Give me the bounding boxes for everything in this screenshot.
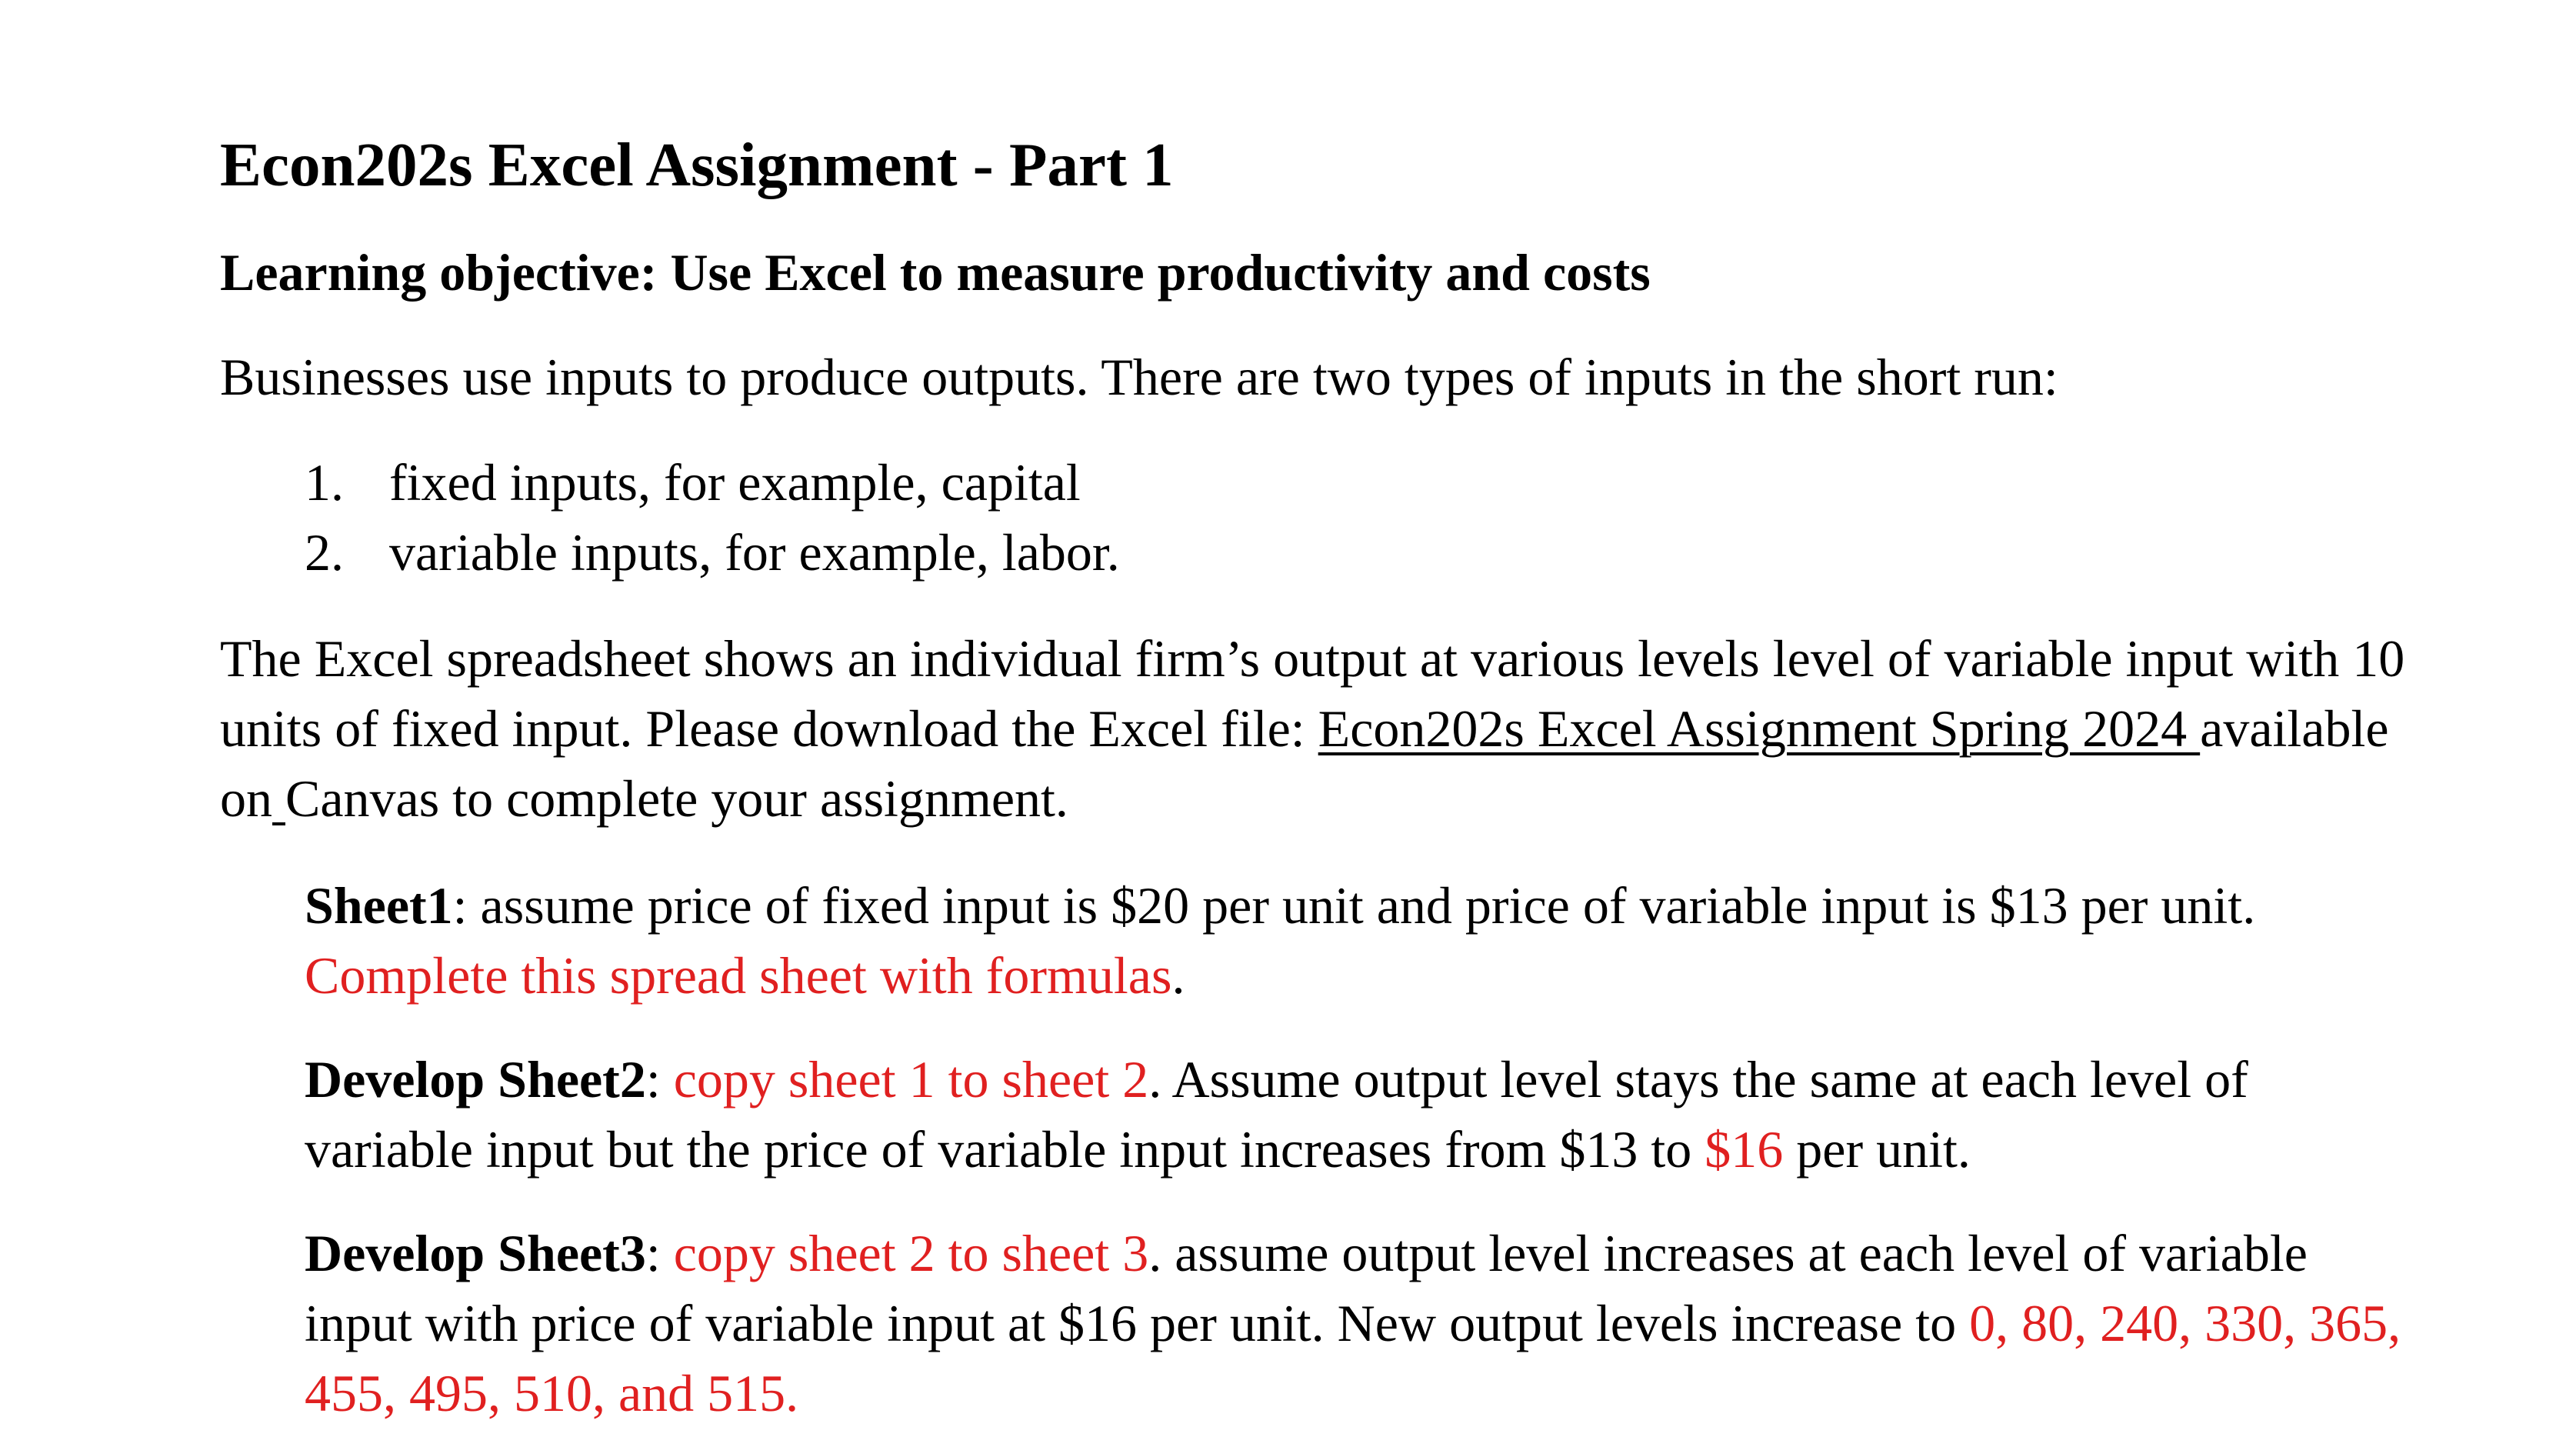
- sheet2-label: Develop Sheet2: [305, 1050, 646, 1109]
- description-text: available on: [220, 699, 2389, 829]
- sheet1-end: .: [1171, 946, 1185, 1005]
- learning-objective: Learning objective: Use Excel to measure productivity and costs: [220, 243, 1651, 302]
- sheet3-text: . assume output level increases at each level of variable input with price of variable input at $16 per unit. New output levels increase to: [305, 1224, 2308, 1353]
- sheet2-price-highlight: $16: [1705, 1120, 1784, 1179]
- list-text: fixed inputs, for example, capital: [389, 453, 1081, 512]
- sheet2-instruction: [220, 1045, 2420, 1185]
- inputs-list: [220, 448, 2420, 588]
- description-text: The Excel spreadsheet shows an individual firm’s output at various levels level of variable input with 10 units of fixed input. Please download the Excel file:: [220, 629, 2405, 759]
- sheet1-text: : assume price of fixed input is $20 per unit and price of variable input is $13 per unit.: [452, 876, 2256, 935]
- list-item: [220, 448, 2420, 518]
- description-paragraph: [220, 624, 2420, 834]
- list-item: [220, 518, 2420, 588]
- sheet3-label: Develop Sheet3: [305, 1224, 646, 1283]
- sheet2-end: per unit.: [1783, 1120, 1971, 1179]
- sheet3-output-levels: 0, 80, 240, 330, 365, 455, 495, 510, and 515.: [305, 1294, 2401, 1423]
- intro-paragraph: Businesses use inputs to produce outputs. There are two types of inputs in the short run:: [220, 348, 2058, 407]
- list-number: 2.: [305, 523, 344, 582]
- excel-file-link[interactable]: Econ202s Excel Assignment Spring 2024: [1318, 699, 2201, 759]
- document-page: [220, 131, 2420, 1429]
- sheet1-label: Sheet1: [305, 876, 453, 935]
- list-number: 1.: [305, 453, 344, 512]
- list-text: variable inputs, for example, labor.: [389, 523, 1120, 582]
- sheet2-highlight: copy sheet 1 to sheet 2: [673, 1050, 1149, 1109]
- sheet1-highlight: Complete this spread sheet with formulas: [305, 946, 1172, 1005]
- description-text: Canvas to complete your assignment.: [285, 769, 1068, 829]
- sheet3-highlight: copy sheet 2 to sheet 3: [673, 1224, 1149, 1283]
- sheet2-text: . Assume output level stays the same at each level of variable input but the price of variable input increases from $13 to: [305, 1050, 2248, 1179]
- sheet2-colon: :: [645, 1050, 674, 1109]
- sheet3-colon: :: [645, 1224, 674, 1283]
- document-title: Econ202s Excel Assignment - Part 1: [220, 130, 1174, 199]
- sheet3-instruction: [220, 1219, 2420, 1429]
- canvas-link-space[interactable]: [272, 769, 285, 828]
- sheet1-instruction: [220, 871, 2420, 1011]
